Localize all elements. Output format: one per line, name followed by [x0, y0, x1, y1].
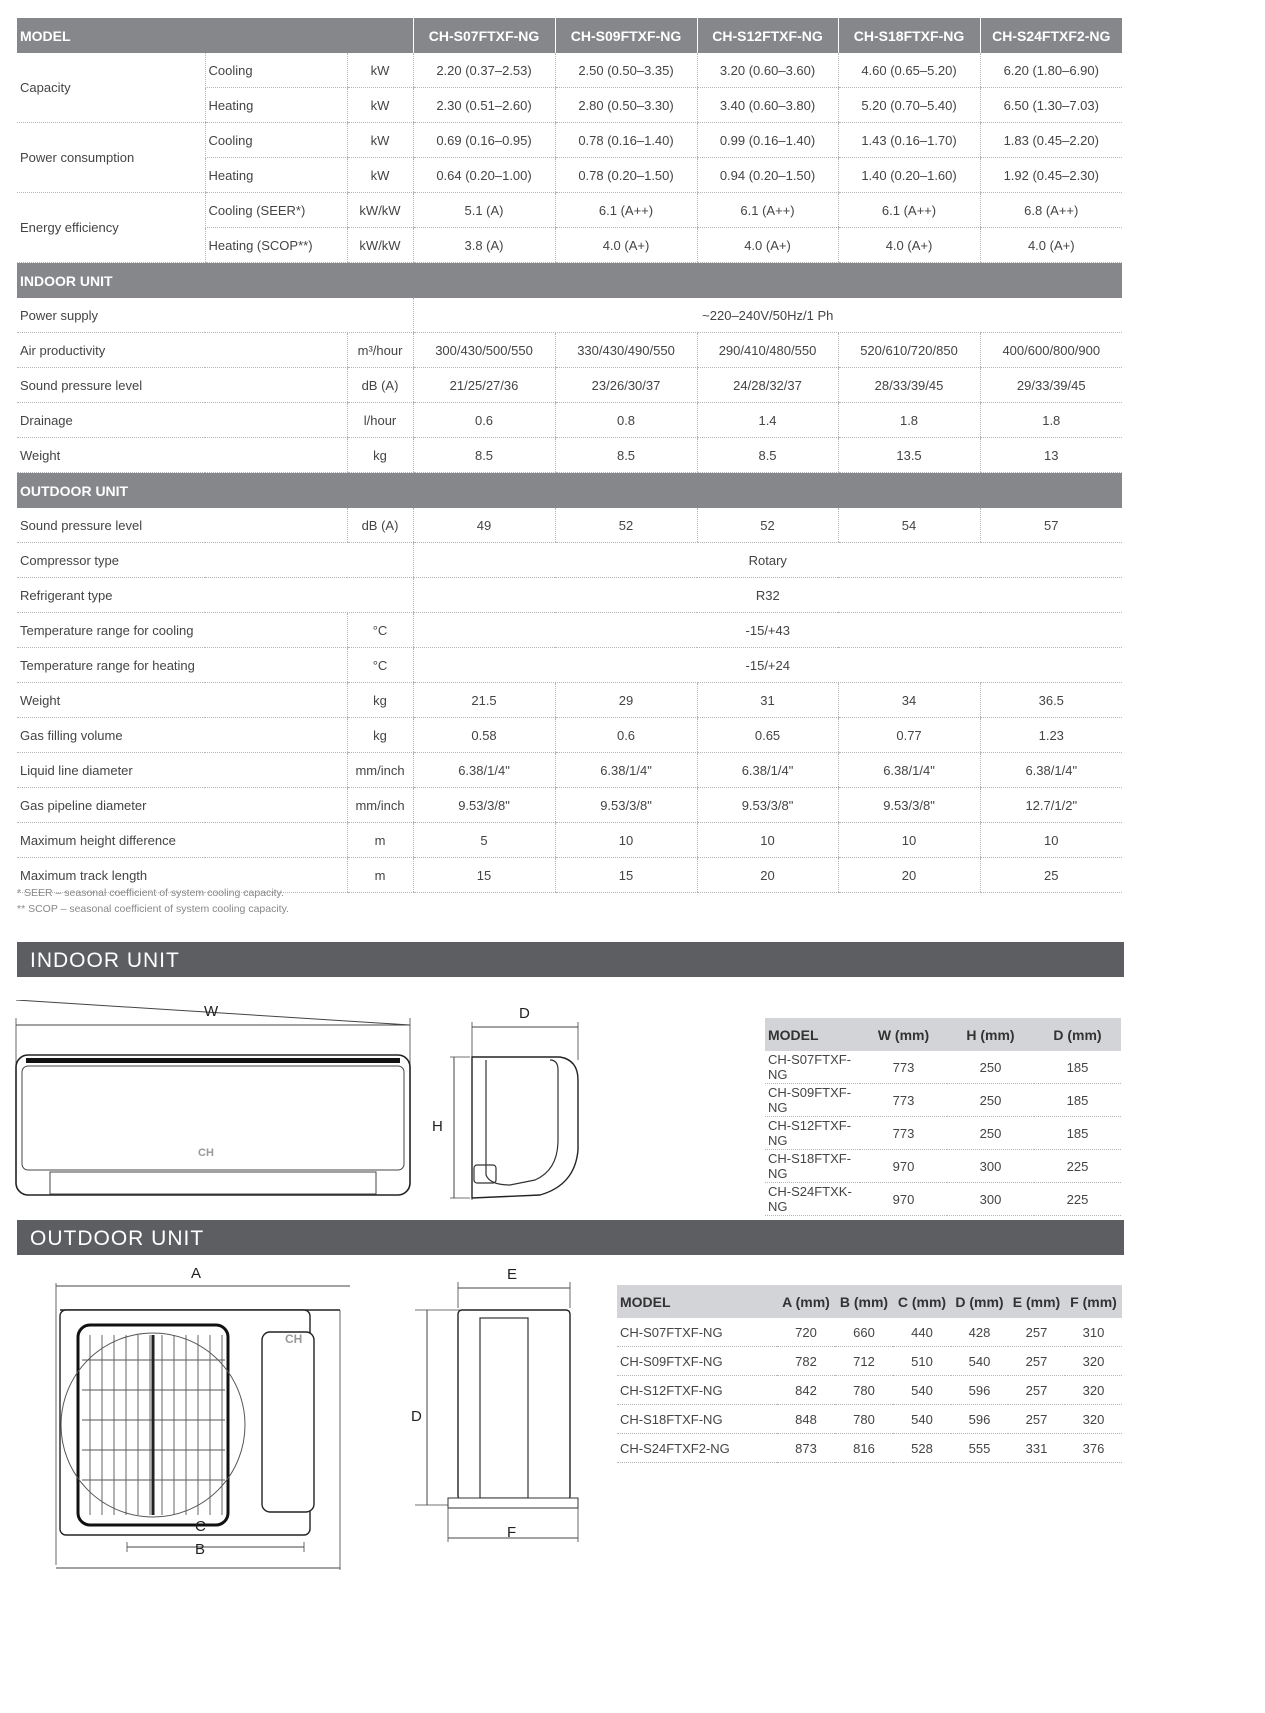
spec-value: 10: [697, 823, 838, 858]
dim-value: 780: [835, 1376, 893, 1405]
dim-value: 250: [947, 1084, 1034, 1117]
outdoor-logo: CH: [285, 1332, 303, 1346]
spec-value: 0.6: [555, 718, 697, 753]
spec-value: 4.0 (A+): [838, 228, 980, 263]
dim-value: 712: [835, 1347, 893, 1376]
spec-label: Refrigerant type: [17, 578, 413, 613]
spec-value: 34: [838, 683, 980, 718]
dim-value: 257: [1008, 1347, 1065, 1376]
spec-value-shared: R32: [413, 578, 1122, 613]
spec-value: 0.64 (0.20–1.00): [413, 158, 555, 193]
dim-table-row: [617, 1376, 1122, 1405]
spec-value: 3.40 (0.60–3.80): [697, 88, 838, 123]
spec-value: 1.40 (0.20–1.60): [838, 158, 980, 193]
dim-value: 660: [835, 1318, 893, 1347]
spec-value: 6.38/1/4": [980, 753, 1122, 788]
dim-column-header: MODEL: [765, 1018, 860, 1051]
indoor-logo: CH: [198, 1147, 214, 1159]
spec-unit: kg: [347, 683, 413, 718]
outdoor-e-label: E: [507, 1266, 518, 1283]
spec-unit: kW: [347, 123, 413, 158]
indoor-unit-section-header-row: [17, 263, 1122, 299]
spec-value-shared: -15/+24: [413, 648, 1122, 683]
dim-value: 250: [947, 1117, 1034, 1150]
spec-label: Gas filling volume: [17, 718, 347, 753]
spec-value: 57: [980, 508, 1122, 543]
dim-value: 310: [1065, 1318, 1122, 1347]
spec-row: [17, 578, 1122, 613]
spec-value: 0.8: [555, 403, 697, 438]
indoor-width-label: W: [204, 1003, 219, 1020]
spec-value: 20: [838, 858, 980, 893]
dim-table-row: [617, 1318, 1122, 1347]
dim-value: 320: [1065, 1347, 1122, 1376]
dim-value: 540: [893, 1376, 951, 1405]
dim-value: 540: [951, 1347, 1008, 1376]
dim-column-header: D (mm): [1034, 1018, 1121, 1051]
spec-row: [17, 823, 1122, 858]
spec-row: [17, 508, 1122, 543]
outdoor-b-label: B: [195, 1541, 206, 1558]
spec-unit: kW/kW: [347, 193, 413, 228]
spec-label: Temperature range for cooling: [17, 613, 347, 648]
model-column-header: CH-S07FTXF-NG: [413, 18, 555, 53]
spec-sub-label: Heating: [205, 88, 347, 123]
dim-value: 720: [777, 1318, 835, 1347]
dim-value: 780: [835, 1405, 893, 1434]
spec-label: Sound pressure level: [17, 368, 347, 403]
spec-value: 10: [555, 823, 697, 858]
outdoor-unit-banner: OUTDOOR UNIT: [17, 1220, 1124, 1255]
spec-row: [17, 753, 1122, 788]
spec-table: [17, 18, 1122, 893]
spec-value: 0.65: [697, 718, 838, 753]
spec-unit: m: [347, 858, 413, 893]
dim-model-name: CH-S07FTXF-NG: [617, 1318, 777, 1347]
spec-row: [17, 403, 1122, 438]
dim-value: 225: [1034, 1150, 1121, 1183]
spec-value: 2.80 (0.50–3.30): [555, 88, 697, 123]
dim-value: 257: [1008, 1405, 1065, 1434]
spec-value: 0.94 (0.20–1.50): [697, 158, 838, 193]
dim-value: 596: [951, 1405, 1008, 1434]
spec-value: 0.99 (0.16–1.40): [697, 123, 838, 158]
outdoor-d-label: D: [411, 1408, 422, 1425]
spec-unit: °C: [347, 613, 413, 648]
spec-unit: l/hour: [347, 403, 413, 438]
dim-value: 773: [860, 1084, 947, 1117]
spec-label: Maximum track length: [17, 858, 347, 893]
spec-unit: dB (A): [347, 368, 413, 403]
spec-value: 6.38/1/4": [838, 753, 980, 788]
spec-value: 54: [838, 508, 980, 543]
spec-value: 25: [980, 858, 1122, 893]
spec-value: 5.1 (A): [413, 193, 555, 228]
dim-value: 782: [777, 1347, 835, 1376]
dim-model-name: CH-S12FTXF-NG: [617, 1376, 777, 1405]
dim-value: 773: [860, 1117, 947, 1150]
indoor-depth-label: D: [519, 1005, 530, 1022]
spec-value: 9.53/3/8": [413, 788, 555, 823]
spec-value: 36.5: [980, 683, 1122, 718]
spec-value: 6.38/1/4": [413, 753, 555, 788]
spec-value: 0.6: [413, 403, 555, 438]
spec-value: 4.60 (0.65–5.20): [838, 53, 980, 88]
spec-value-shared: Rotary: [413, 543, 1122, 578]
spec-value: 52: [697, 508, 838, 543]
spec-value: 4.0 (A+): [697, 228, 838, 263]
spec-value: 21/25/27/36: [413, 368, 555, 403]
indoor-unit-side-diagram: [440, 1020, 585, 1205]
spec-value: 52: [555, 508, 697, 543]
spec-value: 15: [413, 858, 555, 893]
outdoor-unit-section-header-row: [17, 473, 1122, 509]
outdoor-unit-side-diagram: [410, 1280, 585, 1555]
spec-label: Sound pressure level: [17, 508, 347, 543]
spec-sub-label: Heating: [205, 158, 347, 193]
spec-label: Weight: [17, 683, 347, 718]
dim-table-row: [765, 1084, 1121, 1117]
spec-sub-label: Cooling: [205, 123, 347, 158]
indoor-unit-banner: INDOOR UNIT: [17, 942, 1124, 977]
spec-unit: mm/inch: [347, 788, 413, 823]
dim-table-row: [765, 1051, 1121, 1084]
spec-value: 29: [555, 683, 697, 718]
spec-sub-label: Cooling: [205, 53, 347, 88]
spec-value: 28/33/39/45: [838, 368, 980, 403]
spec-value: 330/430/490/550: [555, 333, 697, 368]
spec-value: 13: [980, 438, 1122, 473]
indoor-unit-section-header: INDOOR UNIT: [17, 263, 1122, 299]
spec-value: 8.5: [413, 438, 555, 473]
spec-value: 1.8: [838, 403, 980, 438]
spec-value: 9.53/3/8": [555, 788, 697, 823]
dim-value: 596: [951, 1376, 1008, 1405]
footnote-seer: * SEER – seasonal coefficient of system cooling capacity.: [17, 887, 284, 899]
dim-value: 970: [860, 1183, 947, 1216]
spec-value: 0.77: [838, 718, 980, 753]
dim-model-name: CH-S18FTXF-NG: [765, 1150, 860, 1183]
dim-value: 873: [777, 1434, 835, 1463]
dim-column-header: C (mm): [893, 1285, 951, 1318]
spec-label: Gas pipeline diameter: [17, 788, 347, 823]
dim-value: 320: [1065, 1405, 1122, 1434]
spec-value: 520/610/720/850: [838, 333, 980, 368]
spec-value: 5: [413, 823, 555, 858]
spec-value: 6.8 (A++): [980, 193, 1122, 228]
dim-table-row: [617, 1347, 1122, 1376]
spec-value: 8.5: [555, 438, 697, 473]
model-column-header: CH-S18FTXF-NG: [838, 18, 980, 53]
dim-value: 842: [777, 1376, 835, 1405]
indoor-height-label: H: [432, 1118, 443, 1135]
indoor-dimensions-table: [765, 1018, 1121, 1216]
spec-value: 1.8: [980, 403, 1122, 438]
outdoor-a-label: A: [191, 1265, 202, 1282]
dim-column-header: A (mm): [777, 1285, 835, 1318]
model-column-header: CH-S09FTXF-NG: [555, 18, 697, 53]
spec-row: [17, 298, 1122, 333]
dim-value: 970: [860, 1150, 947, 1183]
outdoor-unit-section-header: OUTDOOR UNIT: [17, 473, 1122, 509]
dim-column-header: W (mm): [860, 1018, 947, 1051]
spec-value: 1.92 (0.45–2.30): [980, 158, 1122, 193]
dim-table-row: [765, 1150, 1121, 1183]
spec-value: 0.78 (0.16–1.40): [555, 123, 697, 158]
spec-row: [17, 333, 1122, 368]
spec-value: 4.0 (A+): [555, 228, 697, 263]
indoor-unit-front-diagram: [14, 1000, 414, 1200]
spec-group-label: Power consumption: [17, 123, 205, 193]
spec-row: [17, 543, 1122, 578]
spec-value-shared: -15/+43: [413, 613, 1122, 648]
dim-column-header: MODEL: [617, 1285, 777, 1318]
dim-value: 848: [777, 1405, 835, 1434]
dim-table-row: [765, 1183, 1121, 1216]
spec-value: 13.5: [838, 438, 980, 473]
dim-value: 257: [1008, 1376, 1065, 1405]
spec-value: 400/600/800/900: [980, 333, 1122, 368]
spec-label: Compressor type: [17, 543, 413, 578]
dim-table-row: [617, 1434, 1122, 1463]
spec-value: 300/430/500/550: [413, 333, 555, 368]
footnote-scop: ** SCOP – seasonal coefficient of system cooling capacity.: [17, 903, 289, 915]
dim-value: 225: [1034, 1183, 1121, 1216]
spec-label: Temperature range for heating: [17, 648, 347, 683]
spec-row: [17, 718, 1122, 753]
spec-value: 1.4: [697, 403, 838, 438]
spec-value: 1.83 (0.45–2.20): [980, 123, 1122, 158]
spec-label: Air productivity: [17, 333, 347, 368]
dim-model-name: CH-S24FTXF2-NG: [617, 1434, 777, 1463]
spec-header-row: [17, 18, 1122, 53]
spec-value: 8.5: [697, 438, 838, 473]
dim-value: 331: [1008, 1434, 1065, 1463]
dim-column-header: E (mm): [1008, 1285, 1065, 1318]
spec-value: 1.23: [980, 718, 1122, 753]
model-column-header: CH-S24FTXF2-NG: [980, 18, 1122, 53]
dim-value: 185: [1034, 1084, 1121, 1117]
spec-value: 2.50 (0.50–3.35): [555, 53, 697, 88]
spec-row: [17, 193, 1122, 228]
spec-unit: kW: [347, 88, 413, 123]
dim-value: 540: [893, 1405, 951, 1434]
spec-value: 2.20 (0.37–2.53): [413, 53, 555, 88]
dim-value: 376: [1065, 1434, 1122, 1463]
spec-unit: m: [347, 823, 413, 858]
spec-row: [17, 683, 1122, 718]
spec-value: 9.53/3/8": [697, 788, 838, 823]
spec-value: 3.8 (A): [413, 228, 555, 263]
spec-value: 29/33/39/45: [980, 368, 1122, 403]
spec-row: [17, 788, 1122, 823]
spec-unit: kW/kW: [347, 228, 413, 263]
dim-column-header: B (mm): [835, 1285, 893, 1318]
spec-value: 31: [697, 683, 838, 718]
spec-unit: kg: [347, 438, 413, 473]
spec-value: 6.20 (1.80–6.90): [980, 53, 1122, 88]
dim-value: 816: [835, 1434, 893, 1463]
spec-label: Maximum height difference: [17, 823, 347, 858]
spec-value: 21.5: [413, 683, 555, 718]
dim-model-name: CH-S12FTXF-NG: [765, 1117, 860, 1150]
model-column-header: CH-S12FTXF-NG: [697, 18, 838, 53]
spec-value: 2.30 (0.51–2.60): [413, 88, 555, 123]
spec-row: [17, 613, 1122, 648]
spec-label: Power supply: [17, 298, 413, 333]
spec-value: 6.1 (A++): [555, 193, 697, 228]
dim-value: 428: [951, 1318, 1008, 1347]
spec-value: 23/26/30/37: [555, 368, 697, 403]
spec-value: 10: [980, 823, 1122, 858]
dim-column-header: D (mm): [951, 1285, 1008, 1318]
outdoor-c-label: C: [195, 1518, 206, 1535]
dim-value: 528: [893, 1434, 951, 1463]
dim-value: 320: [1065, 1376, 1122, 1405]
spec-row: [17, 648, 1122, 683]
spec-group-label: Capacity: [17, 53, 205, 123]
dim-model-name: CH-S18FTXF-NG: [617, 1405, 777, 1434]
dim-column-header: H (mm): [947, 1018, 1034, 1051]
spec-unit: °C: [347, 648, 413, 683]
spec-value: 6.38/1/4": [555, 753, 697, 788]
dim-value: 555: [951, 1434, 1008, 1463]
spec-unit: kg: [347, 718, 413, 753]
spec-unit: m³/hour: [347, 333, 413, 368]
spec-value: 6.38/1/4": [697, 753, 838, 788]
spec-sub-label: Cooling (SEER*): [205, 193, 347, 228]
dim-value: 300: [947, 1183, 1034, 1216]
spec-unit: kW: [347, 53, 413, 88]
spec-value: 24/28/32/37: [697, 368, 838, 403]
dim-value: 510: [893, 1347, 951, 1376]
spec-value: 12.7/1/2": [980, 788, 1122, 823]
spec-unit: dB (A): [347, 508, 413, 543]
spec-row: [17, 53, 1122, 88]
spec-value: 6.1 (A++): [838, 193, 980, 228]
spec-value: 0.78 (0.20–1.50): [555, 158, 697, 193]
spec-value: 6.50 (1.30–7.03): [980, 88, 1122, 123]
outdoor-f-label: F: [507, 1524, 517, 1541]
dim-value: 250: [947, 1051, 1034, 1084]
spec-value: 5.20 (0.70–5.40): [838, 88, 980, 123]
spec-row: [17, 368, 1122, 403]
spec-group-label: Energy efficiency: [17, 193, 205, 263]
spec-value: 6.1 (A++): [697, 193, 838, 228]
spec-value: 49: [413, 508, 555, 543]
dim-model-name: CH-S09FTXF-NG: [765, 1084, 860, 1117]
spec-value: 10: [838, 823, 980, 858]
spec-value: 1.43 (0.16–1.70): [838, 123, 980, 158]
model-header-label: MODEL: [17, 18, 413, 53]
spec-unit: mm/inch: [347, 753, 413, 788]
spec-value: 290/410/480/550: [697, 333, 838, 368]
spec-value-shared: ~220–240V/50Hz/1 Ph: [413, 298, 1122, 333]
spec-label: Liquid line diameter: [17, 753, 347, 788]
spec-value: 0.69 (0.16–0.95): [413, 123, 555, 158]
spec-value: 0.58: [413, 718, 555, 753]
dim-value: 257: [1008, 1318, 1065, 1347]
dim-column-header: F (mm): [1065, 1285, 1122, 1318]
spec-unit: kW: [347, 158, 413, 193]
spec-value: 20: [697, 858, 838, 893]
outdoor-dimensions-table: [617, 1285, 1122, 1463]
dim-value: 300: [947, 1150, 1034, 1183]
spec-value: 9.53/3/8": [838, 788, 980, 823]
spec-value: 15: [555, 858, 697, 893]
dim-model-name: CH-S24FTXK-NG: [765, 1183, 860, 1216]
dim-value: 185: [1034, 1051, 1121, 1084]
dim-model-name: CH-S09FTXF-NG: [617, 1347, 777, 1376]
spec-row: [17, 123, 1122, 158]
spec-value: 4.0 (A+): [980, 228, 1122, 263]
spec-label: Weight: [17, 438, 347, 473]
dim-value: 773: [860, 1051, 947, 1084]
spec-value: 3.20 (0.60–3.60): [697, 53, 838, 88]
dim-value: 185: [1034, 1117, 1121, 1150]
dim-model-name: CH-S07FTXF-NG: [765, 1051, 860, 1084]
spec-sub-label: Heating (SCOP**): [205, 228, 347, 263]
spec-label: Drainage: [17, 403, 347, 438]
dim-table-row: [765, 1117, 1121, 1150]
dim-value: 440: [893, 1318, 951, 1347]
dim-table-row: [617, 1405, 1122, 1434]
spec-row: [17, 438, 1122, 473]
